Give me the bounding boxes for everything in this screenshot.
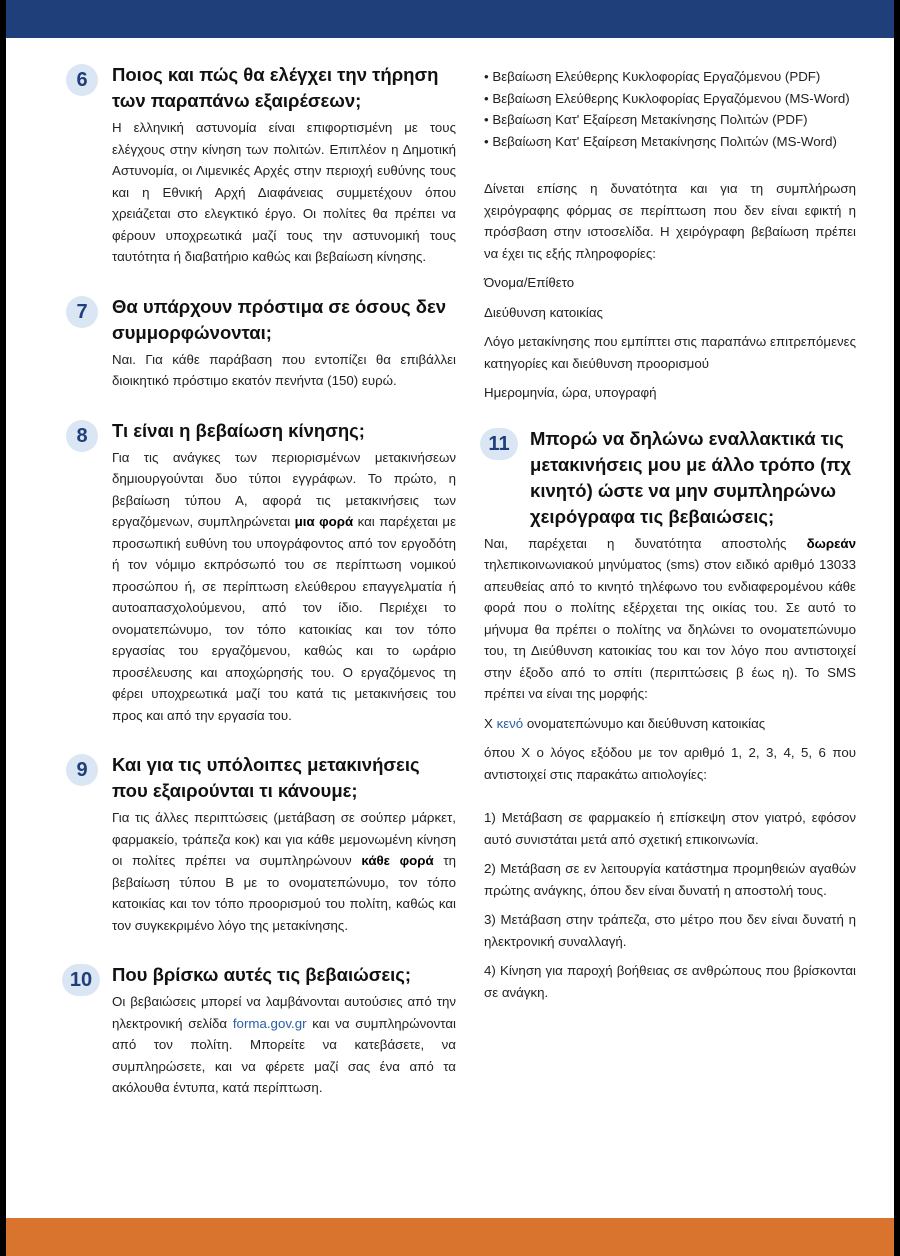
section-body: Ναι. Για κάθε παράβαση που εντοπίζει θα επιβάλλει διοικητικό πρόστιμο εκατόν πενήντα (150) ευρώ. [112,351,456,388]
section-6 [66,62,456,268]
emphasis-text: κάθε φορά [361,853,434,868]
body-text: Οι βεβαιώσεις μπορεί να λαμβάνονται αυτούσιες από την ηλεκτρονική σελίδα [112,994,456,1031]
section-body [112,991,456,1099]
section-number-badge: 7 [66,296,98,328]
body-text: και παρέχεται με προσωπική ευθύνη του υπογράφοντος από τον εργοδότη ή τον νόμιμο εκπρόσωπό του σε περίπτωση νομικού προσώπου ή, σε περίπτωση ελεύθερου επαγγελματία ή αυτοαπασχολούμενου, από τον ίδιο. Περιέχει το ονοματεπώνυμο, τον τόπο κατοικίας και τον τόπο εργασίας του εργαζόμενου, καθώς και το ωράριο προσέλευσης και αποχώρησής του. Ο εργαζόμενος τη φέρει υποχρεωτικά μαζί του κατά τις μετακινήσεις του προς και από την εργασία του. [112,514,457,723]
emphasis-text: δωρεάν [806,535,856,551]
reason-item: 2) Μετάβαση σε εν λειτουργία κατάστημα προμηθειών αγαθών πρώτης ανάγκης, όπου δεν είναι δυνατή η αποστολή τους. [484,861,856,898]
handwritten-field: Ημερομηνία, ώρα, υπογραφή [484,385,657,400]
body-text: Ναι, παρέχεται η δυνατότητα αποστολής [484,535,807,551]
section-body [112,807,456,936]
body-text: τηλεπικοινωνιακού μηνύματος (sms) στον ειδικό αριθμό 13033 απευθείας από το κινητό τηλέφωνο του ενδιαφερομένου κάθε φορά που ο πολίτης εξέρχεται της οικίας του. Σε αυτό το μήνυμα θα πρέπει ο πολίτης να δηλώνει το ονοματεπώνυμο του, τη Διεύθυνση κατοικίας του και τον λόγο που αντιστοιχεί στην έξοδο από το σπίτι (περιπτώσεις β έως η). Το SMS πρέπει να είναι της μορφής: [484,557,856,701]
reason-item: 1) Μετάβαση σε φαρμακείο ή επίσκεψη στον γιατρό, εφόσον αυτό συνιστάται μετά από σχετική επικοινωνία. [484,810,856,847]
body-text: τη βεβαίωση τύπου Β με το ονοματεπώνυμο, τον τόπο κατοικίας και τον τόπο προορισμού του πολίτη, καθώς και τον συγκεκριμένο λόγο της μετακίνησης. [112,853,457,933]
body-text: και να συμπληρώνονται από τον πολίτη. Μπορείτε να κατεβάσετε, να συμπληρώσετε, και να φέρετε μαζί σας ένα από τα ακόλουθα έντυπα, κατά περίπτωση. [112,1015,456,1095]
section-7 [66,294,456,392]
section-title: Ποιος και πώς θα ελέγχει την τήρηση των παραπάνω εξαιρέσεων; [112,64,439,111]
handwritten-field: Λόγο μετακίνησης που εμπίπτει στις παραπάνω επιτρεπόμενες κατηγορίες και διεύθυνση προορισμού [484,334,856,371]
document-page [6,0,894,1256]
section-10 [66,962,456,1099]
bottom-color-bar [6,1218,894,1256]
forms-list [484,66,856,152]
section-body: Η ελληνική αστυνομία είναι επιφορτισμένη με τους ελέγχους στην κίνηση των πολιτών. Επιπλέον η Δημοτική Αστυνομία, οι Λιμενικές Αρχές στην περιοχή ευθύνης τους και η Εθνική Αρχή Διαφάνειας συμμετέχουν όπου χρειάζεται στο ελεγκτικό έργο. Οι πολίτες θα πρέπει να φέρουν υποχρεωτικά μαζί τους την αστυνομική τους ταυτότητα ή διαβατήριο καθώς και βεβαίωση κίνησης. [112,120,456,264]
list-item: • Βεβαίωση Κατ' Εξαίρεση Μετακίνησης Πολιτών (PDF) [484,112,808,127]
section-number-badge: 6 [66,64,98,96]
sms-format-line [484,713,856,735]
right-column [484,66,856,1011]
section-title: Τι είναι η βεβαίωση κίνησης; [112,419,365,441]
section-title: Και για τις υπόλοιπες μετακινήσεις που εξαιρούνται τι κάνουμε; [112,754,420,801]
reason-item: 3) Μετάβαση στην τράπεζα, στο μέτρο που δεν είναι δυνατή η ηλεκτρονική συναλλαγή. [484,912,856,949]
section-number-badge: 11 [480,428,518,460]
list-item: • Βεβαίωση Ελεύθερης Κυκλοφορίας Εργαζόμενου (PDF) [484,69,821,84]
emphasis-text: μια φορά [294,514,354,529]
section-title: Που βρίσκω αυτές τις βεβαιώσεις; [112,964,412,985]
section-body [484,533,856,705]
section-number-badge: 10 [62,964,100,996]
section-title: Μπορώ να δηλώνω εναλλακτικά τις μετακινήσεις μου με άλλο τρόπο (πχ κινητό) ώστε να μην συμπληρώνω χειρόγραφα τις βεβαιώσεις; [530,427,852,527]
left-column [66,62,456,1125]
body-text: Χ [484,715,497,731]
keno-word: κενό [496,715,524,731]
section-title: Θα υπάρχουν πρόστιμα σε όσους δεν συμμορφώνονται; [112,295,447,343]
reason-item: 4) Κίνηση για παροχή βοήθειας σε ανθρώπους που βρίσκονται σε ανάγκη. [484,963,856,1000]
body-text: ονοματεπώνυμο και διεύθυνση κατοικίας [523,715,766,731]
body-text: Για τις ανάγκες των περιορισμένων μετακινήσεων δημιουργούνται δυο τύποι εγγράφων. Το πρώτο, η βεβαίωση τύπου Α, αφορά τις μετακινήσεις των εργαζόμενων, συμπληρώνεται [112,449,456,529]
list-item: • Βεβαίωση Ελεύθερης Κυκλοφορίας Εργαζόμενου (MS-Word) [484,90,850,106]
section-9 [66,752,456,936]
handwritten-field: Διεύθυνση κατοικίας [484,304,603,320]
section-body [112,447,456,727]
section-8 [66,418,456,727]
sms-format-explanation: όπου Χ ο λόγος εξόδου με τον αριθμό 1, 2, 3, 4, 5, 6 που αντιστοιχεί στις παρακάτω αιτιολογίες: [484,745,856,782]
forma-gov-link[interactable]: forma.gov.gr [232,1015,307,1031]
section-11 [484,426,856,530]
section-number-badge: 8 [66,420,98,452]
top-color-bar [6,0,894,38]
list-item: • Βεβαίωση Κατ' Εξαίρεση Μετακίνησης Πολιτών (MS-Word) [484,133,837,149]
handwritten-intro: Δίνεται επίσης η δυνατότητα και για τη συμπλήρωση χειρόγραφης φόρμας σε περίπτωση που δεν είναι εφικτή η πρόσβαση στην ιστοσελίδα. Η χειρόγραφη βεβαίωση πρέπει να έχει τις εξής πληροφορίες: [484,181,856,261]
section-number-badge: 9 [66,754,98,786]
handwritten-field: Όνομα/Επίθετο [484,275,575,290]
body-text: Για τις άλλες περιπτώσεις (μετάβαση σε σούπερ μάρκετ, φαρμακείο, τράπεζα κοκ) και για κάθε μεμονωμένη κίνηση οι πολίτες πρέπει να συμπληρώνουν [112,810,456,868]
